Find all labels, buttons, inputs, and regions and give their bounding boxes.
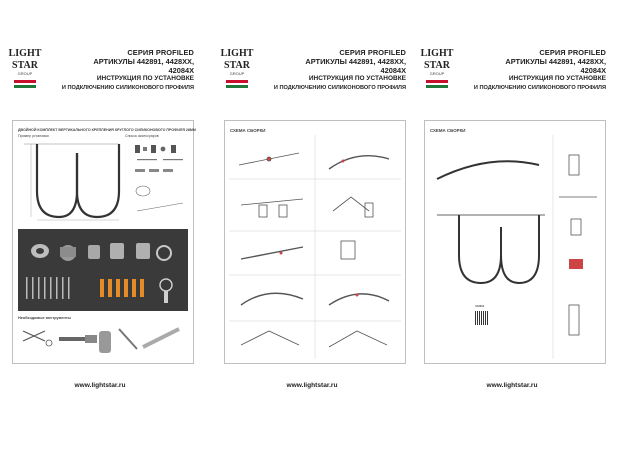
svg-text:LIGHT: LIGHT xyxy=(220,48,254,59)
website-link[interactable]: www.lightstar.ru xyxy=(74,382,126,389)
instruction-title: ИНСТРУКЦИЯ ПО УСТАНОВКЕ xyxy=(96,75,194,82)
instruction-card-2 xyxy=(224,120,406,364)
instruction-panel-1 xyxy=(0,0,200,460)
articles-line-2: 42084X xyxy=(168,66,194,75)
assembly-scheme xyxy=(429,135,601,359)
parts-photo xyxy=(18,229,188,311)
series-title: СЕРИЯ PROFILED xyxy=(539,48,606,57)
example-heading: Пример установки xyxy=(18,134,49,138)
accessory-list-heading: Список аксессуаров xyxy=(125,134,159,138)
assembly-heading: СХЕМА СБОРКИ xyxy=(430,128,466,133)
assembly-heading: СХЕМА СБОРКИ xyxy=(230,128,266,133)
instruction-subtitle: И ПОДКЛЮЧЕНИЮ СИЛИКОНОВОГО ПРОФИЛЯ xyxy=(61,84,194,91)
instruction-panel-2 xyxy=(212,0,412,460)
svg-text:STAR: STAR xyxy=(424,60,450,71)
lightstar-logo xyxy=(8,44,42,98)
website-link[interactable]: www.lightstar.ru xyxy=(286,382,338,389)
svg-text:GROUP: GROUP xyxy=(17,71,33,76)
tools-heading: Необходимые инструменты xyxy=(18,316,71,320)
accessories-icons xyxy=(133,143,189,223)
instruction-card-1 xyxy=(12,120,194,364)
instruction-card-3 xyxy=(424,120,606,364)
tools-illustration xyxy=(19,323,189,359)
articles-line-2: 42084X xyxy=(580,66,606,75)
lightstar-logo xyxy=(420,44,454,98)
instruction-subtitle: И ПОДКЛЮЧЕНИЮ СИЛИКОНОВОГО ПРОФИЛЯ xyxy=(273,84,406,91)
instruction-title: ИНСТРУКЦИЯ ПО УСТАНОВКЕ xyxy=(508,75,606,82)
articles-line: АРТИКУЛЫ 442891, 4428XX, xyxy=(505,57,606,66)
articles-line: АРТИКУЛЫ 442891, 4428XX, xyxy=(93,57,194,66)
article-number: 442891 xyxy=(475,304,485,308)
svg-text:LIGHT: LIGHT xyxy=(8,48,42,59)
series-title: СЕРИЯ PROFILED xyxy=(339,48,406,57)
instruction-title: ИНСТРУКЦИЯ ПО УСТАНОВКЕ xyxy=(308,75,406,82)
panel-header xyxy=(274,48,406,92)
assembly-steps-grid xyxy=(229,135,401,359)
kit-heading: ДВОЙНОЙ КОМПЛЕКТ ВЕРТИКАЛЬНОГО КРЕПЛЕНИЯ КРУГЛОГО СИЛИКОНОВОГО ПРОФИЛЯ 28ММ xyxy=(18,128,196,132)
panel-header xyxy=(62,48,194,92)
svg-text:GROUP: GROUP xyxy=(229,71,245,76)
lightstar-logo xyxy=(220,44,254,98)
articles-line: АРТИКУЛЫ 442891, 4428XX, xyxy=(305,57,406,66)
series-title: СЕРИЯ PROFILED xyxy=(127,48,194,57)
profile-drawing xyxy=(19,141,129,221)
qr-code-icon xyxy=(475,311,489,325)
svg-text:STAR: STAR xyxy=(12,60,38,71)
svg-text:GROUP: GROUP xyxy=(429,71,445,76)
articles-line-2: 42084X xyxy=(380,66,406,75)
panel-header xyxy=(474,48,606,92)
instruction-subtitle: И ПОДКЛЮЧЕНИЮ СИЛИКОНОВОГО ПРОФИЛЯ xyxy=(473,84,606,91)
svg-text:LIGHT: LIGHT xyxy=(420,48,454,59)
svg-text:STAR: STAR xyxy=(224,60,250,71)
website-link[interactable]: www.lightstar.ru xyxy=(486,382,538,389)
instruction-panel-3 xyxy=(412,0,612,460)
